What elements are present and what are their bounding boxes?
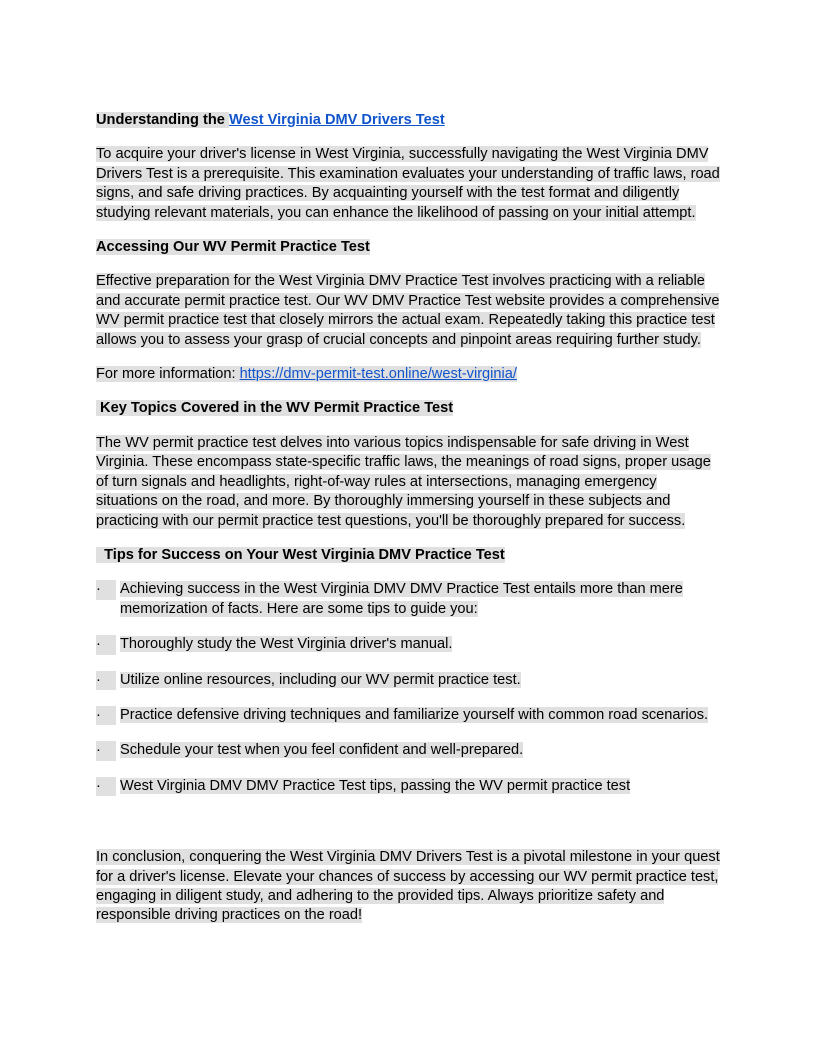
list-item: · West Virginia DMV DMV Practice Test tips, passing the WV permit practice test bbox=[96, 777, 720, 796]
more-information-line bbox=[96, 365, 720, 384]
heading-understanding bbox=[96, 111, 720, 130]
bullet-icon: · bbox=[96, 777, 116, 796]
list-item: · Achieving success in the West Virginia DMV DMV Practice Test entails more than mere memorization of facts. Here are some tips to guide you: bbox=[96, 581, 683, 617]
list-item: · Practice defensive driving techniques and familiarize yourself with common road scenarios. bbox=[96, 706, 720, 725]
bullet-icon: · bbox=[96, 580, 116, 599]
list-item: · Utilize online resources, including our WV permit practice test. bbox=[96, 671, 720, 690]
bullet-icon: · bbox=[96, 706, 116, 725]
bullet-icon: · bbox=[96, 741, 116, 760]
more-information-label: For more information: bbox=[96, 366, 240, 383]
list-item: · Thoroughly study the West Virginia driver's manual. bbox=[96, 635, 720, 654]
paragraph-accessing: Effective preparation for the West Virginia DMV Practice Test involves practicing with a reliable and accurate permit practice test. Our WV DMV Practice Test website provides a comprehensive WV permit practice test that closely mirrors the actual exam. Repeatedly taking this practice test allows you to assess your grasp of crucial concepts and pinpoint areas requiring further study. bbox=[96, 273, 720, 348]
list-item: · Schedule your test when you feel confident and well-prepared. bbox=[96, 741, 720, 760]
wv-dmv-drivers-test-link[interactable]: West Virginia DMV Drivers Test bbox=[228, 112, 445, 128]
blank-line bbox=[96, 812, 720, 848]
heading-accessing: Accessing Our WV Permit Practice Test bbox=[96, 239, 370, 256]
more-information-link[interactable]: https://dmv-permit-test.online/west-virginia/ bbox=[239, 366, 517, 383]
heading-tips: Tips for Success on Your West Virginia DMV Practice Test bbox=[96, 546, 505, 563]
document-page bbox=[96, 111, 720, 941]
bullet-icon: · bbox=[96, 635, 116, 654]
bullet-icon: · bbox=[96, 671, 116, 690]
heading-key-topics: Key Topics Covered in the WV Permit Practice Test bbox=[96, 400, 454, 417]
heading-understanding-prefix: Understanding the bbox=[96, 112, 229, 128]
paragraph-understanding: To acquire your driver's license in West Virginia, successfully navigating the West Virginia DMV Drivers Test is a prerequisite. This examination evaluates your understanding of traffic laws, road signs, and safe driving practices. By acquainting yourself with the test format and diligently studying relevant materials, you can enhance the likelihood of passing on your initial attempt. bbox=[96, 146, 720, 221]
tips-list bbox=[96, 580, 720, 796]
paragraph-conclusion: In conclusion, conquering the West Virginia DMV Drivers Test is a pivotal milestone in your quest for a driver's license. Elevate your chances of success by accessing our WV permit practice test, engaging in diligent study, and adhering to the provided tips. Always prioritize safety and responsible driving practices on the road! bbox=[96, 849, 720, 924]
paragraph-key-topics: The WV permit practice test delves into various topics indispensable for safe driving in West Virginia. These encompass state-specific traffic laws, the meanings of road signs, proper usage of turn signals and headlights, right-of-way rules at intersections, managing emergency situations on the road, and more. By thoroughly immersing yourself in these subjects and practicing with our permit practice test questions, you'll be thoroughly prepared for success. bbox=[96, 434, 711, 529]
